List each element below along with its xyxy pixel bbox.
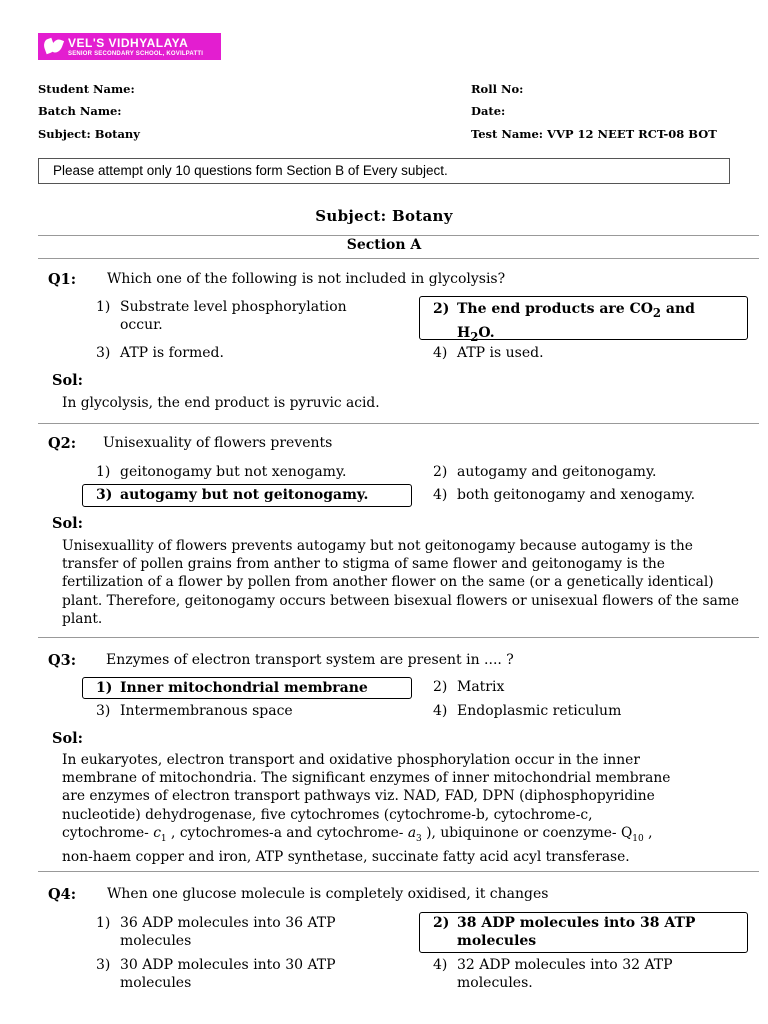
question-label: Q2: [48, 435, 77, 452]
question-label: Q1: [48, 271, 77, 288]
divider [38, 637, 759, 638]
option-2: 2) Matrix [433, 679, 505, 695]
option-3: 3) ATP is formed. [96, 345, 224, 361]
solution-text: In eukaryotes, electron transport and oxidative phosphorylation occur in the inner membrane of mitochondria. The significant enzymes of inner mitochondrial membrane are enzymes of electron transport pathways viz. NAD, FAD, DPN (diphosphopyridine nucleotide) dehydrogenase, five cytochromes (cytochrome-b, cytochrome-c, cytochrome- $c_1$ , cytochromes-a and cytochrome- $a_3$ ), ubiquinone or coenzyme- $Q_{10}$ , non-haem copper and iron, ATP synthetase, succinate fatty acid acyl transferase. [62, 752, 671, 865]
question-label: Q3: [48, 652, 77, 669]
option-2: 2) 38 ADP molecules into 38 ATP molecules [433, 915, 696, 949]
test-name-label: Test Name: VVP 12 NEET RCT-08 BOT [471, 127, 717, 141]
subject-title: Subject: Botany [315, 207, 453, 225]
divider [38, 423, 759, 424]
solution-label: Sol: [52, 372, 84, 389]
leaf-icon [38, 33, 68, 60]
option-3: 3) 30 ADP molecules into 30 ATP molecules [96, 957, 336, 991]
roll-no-label: Roll No: [471, 82, 524, 96]
student-name-label: Student Name: [38, 82, 135, 96]
option-4: 4) Endoplasmic reticulum [433, 703, 622, 719]
batch-name-label: Batch Name: [38, 104, 122, 118]
question-label: Q4: [48, 886, 77, 903]
date-label: Date: [471, 104, 506, 118]
option-4: 4) 32 ADP molecules into 32 ATP molecules. [433, 957, 673, 991]
question-text: When one glucose molecule is completely oxidised, it changes [107, 886, 549, 902]
option-1: 1) Inner mitochondrial membrane [96, 680, 368, 696]
school-logo [38, 33, 221, 60]
question-text: Unisexuality of flowers prevents [103, 435, 333, 451]
option-4: 4) ATP is used. [433, 345, 544, 361]
option-2: 2) The end products are $CO_2$ and $H_2O$. [433, 301, 695, 344]
option-1: 1) geitonogamy but not xenogamy. [96, 464, 347, 480]
solution-text: Unisexuallity of flowers prevents autogamy but not geitonogamy because autogamy is the transfer of pollen grains from anther to stigma of same flower and geitonogamy is the fertilization of a flower by pollen from another flower on the same (or a genetically identical) plant. Therefore, geitonogamy occurs between bisexual flowers or unisexual flowers of the same plant. [62, 538, 740, 627]
section-title: Section A [346, 237, 422, 253]
option-1: 1) 36 ADP molecules into 36 ATP molecules [96, 915, 336, 949]
divider [38, 258, 759, 259]
solution-text: In glycolysis, the end product is pyruvic acid. [62, 395, 380, 411]
subject-label: Subject: Botany [38, 127, 140, 141]
option-4: 4) both geitonogamy and xenogamy. [433, 487, 696, 503]
option-3: 3) Intermembranous space [96, 703, 293, 719]
solution-label: Sol: [52, 515, 84, 532]
school-name: VEL'S VIDHYALAYA [68, 35, 189, 50]
divider [38, 235, 759, 236]
school-subtitle: SENIOR SECONDARY SCHOOL, KOVILPATTI [68, 50, 204, 57]
solution-label: Sol: [52, 730, 84, 747]
option-3: 3) autogamy but not geitonogamy. [96, 487, 369, 503]
option-1: 1) Substrate level phosphorylation occur. [96, 299, 347, 333]
option-2: 2) autogamy and geitonogamy. [433, 464, 657, 480]
question-text: Enzymes of electron transport system are present in .... ? [106, 652, 514, 668]
instruction-box: Please attempt only 10 questions form Section B of Every subject. [38, 158, 730, 184]
question-text: Which one of the following is not included in glycolysis? [107, 271, 506, 287]
divider [38, 871, 759, 872]
